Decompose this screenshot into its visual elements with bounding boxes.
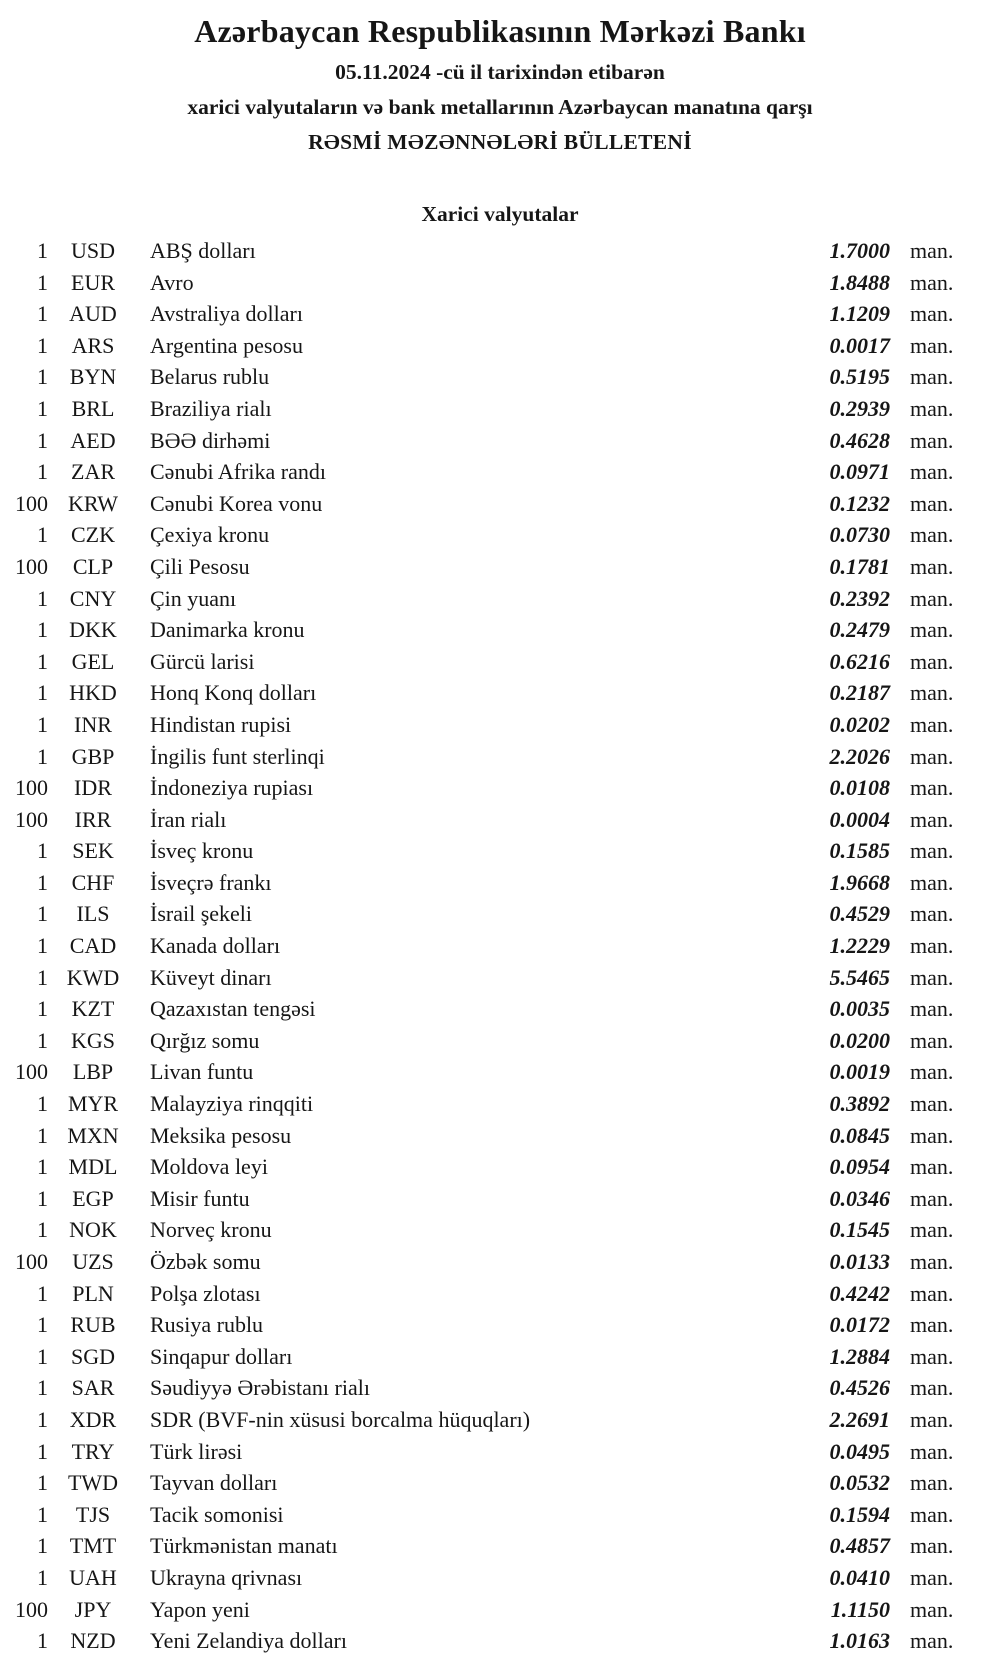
- row-rate-value: 0.1545: [829, 1217, 890, 1243]
- row-currency-code: MDL: [68, 1154, 118, 1180]
- row-unit-label: man.: [910, 1185, 954, 1211]
- table-row: [0, 1056, 1000, 1088]
- table-row: [0, 1309, 1000, 1341]
- table-row: [0, 741, 1000, 773]
- row-unit-label: man.: [910, 838, 954, 864]
- row-unit-label: man.: [910, 1438, 954, 1464]
- row-unit-label: man.: [910, 1343, 954, 1369]
- row-currency-code: NOK: [69, 1217, 117, 1243]
- row-currency-code: TRY: [71, 1438, 115, 1464]
- row-currency-name: SDR (BVF-nin xüsusi borcalma hüquqları): [150, 1406, 531, 1432]
- row-unit-label: man.: [910, 743, 954, 769]
- row-quantity: 1: [37, 1027, 48, 1053]
- row-currency-name: İngilis funt sterlinqi: [150, 743, 325, 769]
- row-unit-label: man.: [910, 775, 954, 801]
- row-unit-label: man.: [910, 1533, 954, 1559]
- row-currency-code: PLN: [72, 1280, 114, 1306]
- row-currency-name: Belarus rublu: [150, 364, 270, 390]
- row-currency-name: Tacik somonisi: [150, 1501, 284, 1527]
- row-rate-value: 0.0202: [829, 711, 890, 737]
- table-row: [0, 993, 1000, 1025]
- row-quantity: 1: [37, 1628, 48, 1654]
- row-rate-value: 0.3892: [829, 1091, 890, 1117]
- row-unit-label: man.: [910, 1501, 954, 1527]
- row-quantity: 1: [37, 1533, 48, 1559]
- row-currency-code: TMT: [69, 1533, 117, 1559]
- row-rate-value: 0.0019: [829, 1059, 890, 1085]
- row-rate-value: 0.0954: [829, 1154, 890, 1180]
- row-currency-code: ARS: [71, 332, 115, 358]
- row-rate-value: 0.0532: [829, 1470, 890, 1496]
- row-quantity: 1: [37, 964, 48, 990]
- bulletin-subtitle: xarici valyutaların və bank metallarının Azərbaycan manatına qarşı: [187, 95, 813, 119]
- row-quantity: 1: [37, 1406, 48, 1432]
- row-quantity: 1: [37, 1564, 48, 1590]
- row-rate-value: 0.1781: [829, 553, 890, 579]
- row-quantity: 1: [37, 1438, 48, 1464]
- row-unit-label: man.: [910, 1059, 954, 1085]
- row-currency-code: RUB: [70, 1312, 116, 1338]
- row-quantity: 1: [37, 1375, 48, 1401]
- row-currency-name: Hindistan rupisi: [150, 711, 292, 737]
- rates-table: [0, 235, 1000, 1657]
- row-rate-value: 0.6216: [829, 648, 890, 674]
- table-row: [0, 583, 1000, 615]
- row-unit-label: man.: [910, 901, 954, 927]
- row-unit-label: man.: [910, 996, 954, 1022]
- table-row: [0, 267, 1000, 299]
- row-currency-name: BƏƏ dirhəmi: [150, 427, 271, 453]
- row-quantity: 1: [37, 1122, 48, 1148]
- table-row: [0, 551, 1000, 583]
- row-unit-label: man.: [910, 1375, 954, 1401]
- row-currency-code: TJS: [75, 1501, 111, 1527]
- row-rate-value: 0.4857: [829, 1533, 890, 1559]
- row-rate-value: 5.5465: [829, 964, 890, 990]
- table-row: [0, 1404, 1000, 1436]
- row-rate-value: 0.0172: [829, 1312, 890, 1338]
- row-rate-value: 1.2884: [829, 1343, 890, 1369]
- row-currency-name: Moldova leyi: [150, 1154, 268, 1180]
- table-row: [0, 456, 1000, 488]
- table-row: [0, 393, 1000, 425]
- table-row: [0, 1341, 1000, 1373]
- row-rate-value: 0.0346: [829, 1185, 890, 1211]
- row-quantity: 1: [37, 459, 48, 485]
- row-rate-value: 0.1585: [829, 838, 890, 864]
- row-unit-label: man.: [910, 301, 954, 327]
- row-unit-label: man.: [910, 459, 954, 485]
- row-currency-name: Avro: [150, 269, 194, 295]
- row-quantity: 1: [37, 1217, 48, 1243]
- row-currency-name: Yapon yeni: [150, 1596, 250, 1622]
- row-unit-label: man.: [910, 933, 954, 959]
- row-quantity: 1: [37, 838, 48, 864]
- row-currency-code: AUD: [69, 301, 117, 327]
- row-unit-label: man.: [910, 1470, 954, 1496]
- bank-title: Azərbaycan Respublikasının Mərkəzi Bankı: [194, 13, 806, 49]
- row-unit-label: man.: [910, 1091, 954, 1117]
- row-unit-label: man.: [910, 490, 954, 516]
- row-unit-label: man.: [910, 364, 954, 390]
- row-quantity: 1: [37, 238, 48, 263]
- row-quantity: 1: [37, 1280, 48, 1306]
- row-rate-value: 2.2026: [829, 743, 890, 769]
- table-row: [0, 1594, 1000, 1626]
- table-row: [0, 330, 1000, 362]
- row-currency-name: Sinqapur dolları: [150, 1343, 293, 1369]
- table-row: [0, 1562, 1000, 1594]
- table-row: [0, 361, 1000, 393]
- row-currency-name: Çili Pesosu: [150, 553, 250, 579]
- row-quantity: 1: [37, 301, 48, 327]
- row-rate-value: 1.7000: [829, 238, 890, 263]
- row-rate-value: 0.0730: [829, 522, 890, 548]
- row-currency-name: Cənubi Afrika randı: [150, 459, 326, 485]
- row-rate-value: 0.0200: [829, 1027, 890, 1053]
- row-quantity: 1: [37, 1470, 48, 1496]
- table-row: [0, 804, 1000, 836]
- row-quantity: 100: [15, 490, 48, 516]
- table-row: [0, 1120, 1000, 1152]
- row-unit-label: man.: [910, 1312, 954, 1338]
- row-rate-value: 0.1232: [829, 490, 890, 516]
- row-currency-name: Argentina pesosu: [150, 332, 303, 358]
- row-unit-label: man.: [910, 648, 954, 674]
- row-quantity: 1: [37, 743, 48, 769]
- row-quantity: 1: [37, 901, 48, 927]
- row-rate-value: 0.0495: [829, 1438, 890, 1464]
- table-row: [0, 1436, 1000, 1468]
- row-currency-code: USD: [70, 238, 115, 263]
- row-quantity: 100: [15, 1059, 48, 1085]
- row-currency-code: EUR: [71, 269, 115, 295]
- row-currency-code: GEL: [71, 648, 115, 674]
- row-rate-value: 1.8488: [829, 269, 890, 295]
- table-row: [0, 1183, 1000, 1215]
- row-rate-value: 1.9668: [829, 869, 890, 895]
- row-quantity: 1: [37, 1501, 48, 1527]
- row-rate-value: 0.0035: [829, 996, 890, 1022]
- table-row: [0, 772, 1000, 804]
- table-row: [0, 235, 1000, 267]
- row-currency-name: Braziliya rialı: [150, 395, 272, 421]
- row-rate-value: 0.2479: [829, 617, 890, 643]
- table-row: [0, 867, 1000, 899]
- row-unit-label: man.: [910, 238, 954, 263]
- row-currency-code: TWD: [67, 1470, 119, 1496]
- row-currency-code: ZAR: [71, 459, 115, 485]
- row-currency-name: Norveç kronu: [150, 1217, 272, 1243]
- row-currency-name: Meksika pesosu: [150, 1122, 292, 1148]
- table-row: [0, 646, 1000, 678]
- row-quantity: 1: [37, 648, 48, 674]
- row-unit-label: man.: [910, 680, 954, 706]
- row-quantity: 1: [37, 1312, 48, 1338]
- table-row: [0, 1246, 1000, 1278]
- row-currency-code: ILS: [76, 901, 110, 927]
- row-currency-code: KRW: [67, 490, 119, 516]
- row-currency-name: Malayziya rinqqiti: [150, 1091, 314, 1117]
- row-quantity: 100: [15, 806, 48, 832]
- row-unit-label: man.: [910, 1249, 954, 1274]
- row-quantity: 1: [37, 1343, 48, 1369]
- row-unit-label: man.: [910, 522, 954, 548]
- row-quantity: 1: [37, 332, 48, 358]
- row-currency-code: MXN: [67, 1122, 119, 1148]
- table-row: [0, 1372, 1000, 1404]
- row-quantity: 100: [15, 775, 48, 801]
- row-currency-code: BRL: [71, 395, 115, 421]
- table-row: [0, 519, 1000, 551]
- row-rate-value: 1.1150: [830, 1596, 890, 1622]
- row-currency-code: SAR: [71, 1375, 115, 1401]
- row-unit-label: man.: [910, 617, 954, 643]
- row-rate-value: 0.4526: [829, 1375, 890, 1401]
- row-unit-label: man.: [910, 1027, 954, 1053]
- row-currency-name: Yeni Zelandiya dolları: [150, 1628, 347, 1654]
- row-rate-value: 2.2691: [829, 1406, 890, 1432]
- row-currency-code: HKD: [69, 680, 117, 706]
- effective-date-line: 05.11.2024 -cü il tarixindən etibarən: [335, 60, 665, 84]
- row-quantity: 1: [37, 996, 48, 1022]
- row-quantity: 100: [15, 1249, 48, 1274]
- row-quantity: 1: [37, 364, 48, 390]
- row-currency-name: İndoneziya rupiası: [150, 775, 314, 801]
- table-row: [0, 1214, 1000, 1246]
- row-rate-value: 0.0108: [829, 775, 890, 801]
- row-rate-value: 0.0971: [829, 459, 890, 485]
- row-unit-label: man.: [910, 711, 954, 737]
- row-quantity: 1: [37, 933, 48, 959]
- row-unit-label: man.: [910, 269, 954, 295]
- row-currency-name: Avstraliya dolları: [150, 301, 303, 327]
- row-quantity: 1: [37, 1154, 48, 1180]
- row-quantity: 1: [37, 711, 48, 737]
- row-currency-name: Gürcü larisi: [150, 648, 255, 674]
- row-currency-name: Türkmənistan manatı: [150, 1533, 338, 1559]
- row-currency-code: CAD: [69, 933, 117, 959]
- row-currency-name: Honq Konq dolları: [150, 680, 317, 706]
- row-currency-name: Küveyt dinarı: [150, 964, 272, 990]
- table-row: [0, 962, 1000, 994]
- row-rate-value: 0.4242: [829, 1280, 890, 1306]
- row-currency-code: MYR: [67, 1091, 119, 1117]
- row-currency-name: İsveç kronu: [150, 838, 254, 864]
- row-unit-label: man.: [910, 1596, 954, 1622]
- table-row: [0, 1088, 1000, 1120]
- row-currency-name: İsveçrə frankı: [150, 869, 272, 895]
- row-currency-name: Ukrayna qrivnası: [150, 1564, 303, 1590]
- row-currency-code: SEK: [72, 838, 114, 864]
- row-currency-name: Rusiya rublu: [150, 1312, 264, 1338]
- row-currency-code: NZD: [70, 1628, 116, 1654]
- row-rate-value: 0.2187: [829, 680, 890, 706]
- row-quantity: 1: [37, 869, 48, 895]
- row-rate-value: 0.0845: [829, 1122, 890, 1148]
- row-quantity: 1: [37, 617, 48, 643]
- row-currency-code: KGS: [70, 1027, 115, 1053]
- row-rate-value: 0.0017: [829, 332, 890, 358]
- row-currency-code: JPY: [74, 1596, 112, 1622]
- row-currency-code: CNY: [69, 585, 117, 611]
- row-rate-value: 0.1594: [829, 1501, 890, 1527]
- row-currency-code: KZT: [71, 996, 115, 1022]
- row-rate-value: 1.2229: [829, 933, 890, 959]
- row-rate-value: 0.4628: [829, 427, 890, 453]
- row-rate-value: 1.0163: [829, 1628, 890, 1654]
- table-row: [0, 614, 1000, 646]
- row-currency-name: Cənubi Korea vonu: [150, 490, 323, 516]
- row-currency-code: INR: [74, 711, 112, 737]
- row-unit-label: man.: [910, 1217, 954, 1243]
- row-quantity: 1: [37, 395, 48, 421]
- row-quantity: 1: [37, 680, 48, 706]
- row-currency-code: BYN: [69, 364, 117, 390]
- row-unit-label: man.: [910, 1154, 954, 1180]
- table-row: [0, 1025, 1000, 1057]
- row-rate-value: 0.4529: [829, 901, 890, 927]
- row-currency-name: Livan funtu: [150, 1059, 254, 1085]
- row-currency-name: Danimarka kronu: [150, 617, 305, 643]
- row-rate-value: 1.1209: [829, 301, 890, 327]
- row-currency-code: XDR: [69, 1406, 117, 1432]
- section-title-foreign-currencies: Xarici valyutalar: [421, 202, 579, 226]
- table-row: [0, 898, 1000, 930]
- row-unit-label: man.: [910, 553, 954, 579]
- row-rate-value: 0.5195: [829, 364, 890, 390]
- row-currency-name: Çin yuanı: [150, 585, 237, 611]
- table-row: [0, 930, 1000, 962]
- table-row: [0, 425, 1000, 457]
- row-currency-code: EGP: [72, 1185, 114, 1211]
- row-unit-label: man.: [910, 1406, 954, 1432]
- row-quantity: 1: [37, 585, 48, 611]
- row-rate-value: 0.0410: [829, 1564, 890, 1590]
- table-row: [0, 1530, 1000, 1562]
- table-row: [0, 1467, 1000, 1499]
- row-quantity: 100: [15, 1596, 48, 1622]
- row-unit-label: man.: [910, 332, 954, 358]
- table-row: [0, 1151, 1000, 1183]
- row-quantity: 1: [37, 522, 48, 548]
- row-rate-value: 0.2392: [829, 585, 890, 611]
- row-currency-name: Kanada dolları: [150, 933, 281, 959]
- row-currency-code: KWD: [66, 964, 120, 990]
- row-quantity: 1: [37, 427, 48, 453]
- row-currency-name: Misir funtu: [150, 1185, 250, 1211]
- row-currency-code: IRR: [74, 806, 112, 832]
- row-unit-label: man.: [910, 964, 954, 990]
- row-unit-label: man.: [910, 427, 954, 453]
- row-unit-label: man.: [910, 1564, 954, 1590]
- row-quantity: 1: [37, 269, 48, 295]
- row-currency-name: Çexiya kronu: [150, 522, 270, 548]
- row-currency-name: Tayvan dolları: [150, 1470, 278, 1496]
- row-unit-label: man.: [910, 1122, 954, 1148]
- row-unit-label: man.: [910, 1628, 954, 1654]
- row-rate-value: 0.0004: [829, 806, 890, 832]
- table-row: [0, 488, 1000, 520]
- table-row: [0, 1625, 1000, 1657]
- row-unit-label: man.: [910, 1280, 954, 1306]
- table-row: [0, 1499, 1000, 1531]
- table-row: [0, 709, 1000, 741]
- bulletin-title: RƏSMİ MƏZƏNNƏLƏRİ BÜLLETENİ: [308, 130, 692, 154]
- row-unit-label: man.: [910, 869, 954, 895]
- table-row: [0, 298, 1000, 330]
- row-currency-name: Səudiyyə Ərəbistanı rialı: [150, 1375, 370, 1401]
- row-unit-label: man.: [910, 585, 954, 611]
- table-row: [0, 835, 1000, 867]
- row-currency-name: İsrail şekeli: [150, 901, 253, 927]
- row-currency-name: Özbək somu: [150, 1249, 261, 1274]
- row-currency-code: GBP: [71, 743, 115, 769]
- row-rate-value: 0.0133: [829, 1249, 890, 1274]
- row-currency-code: UZS: [72, 1249, 114, 1274]
- row-unit-label: man.: [910, 395, 954, 421]
- row-currency-code: UAH: [69, 1564, 117, 1590]
- row-currency-code: CHF: [71, 869, 115, 895]
- row-currency-code: LBP: [72, 1059, 114, 1085]
- row-currency-code: SGD: [70, 1343, 115, 1369]
- table-row: [0, 1278, 1000, 1310]
- row-currency-code: IDR: [74, 775, 112, 801]
- row-currency-name: İran rialı: [150, 806, 227, 832]
- table-row: [0, 677, 1000, 709]
- bulletin-header: [0, 0, 1000, 155]
- row-currency-name: Türk lirəsi: [150, 1438, 243, 1464]
- row-currency-name: ABŞ dolları: [150, 238, 256, 263]
- row-unit-label: man.: [910, 806, 954, 832]
- row-currency-code: CLP: [72, 553, 114, 579]
- row-currency-code: CZK: [71, 522, 115, 548]
- row-rate-value: 0.2939: [829, 395, 890, 421]
- row-currency-name: Qırğız somu: [150, 1027, 260, 1053]
- row-currency-code: AED: [70, 427, 116, 453]
- row-currency-name: Polşa zlotası: [150, 1280, 261, 1306]
- row-quantity: 100: [15, 553, 48, 579]
- row-currency-code: DKK: [69, 617, 117, 643]
- row-quantity: 1: [37, 1091, 48, 1117]
- row-currency-name: Qazaxıstan tengəsi: [150, 996, 316, 1022]
- row-quantity: 1: [37, 1185, 48, 1211]
